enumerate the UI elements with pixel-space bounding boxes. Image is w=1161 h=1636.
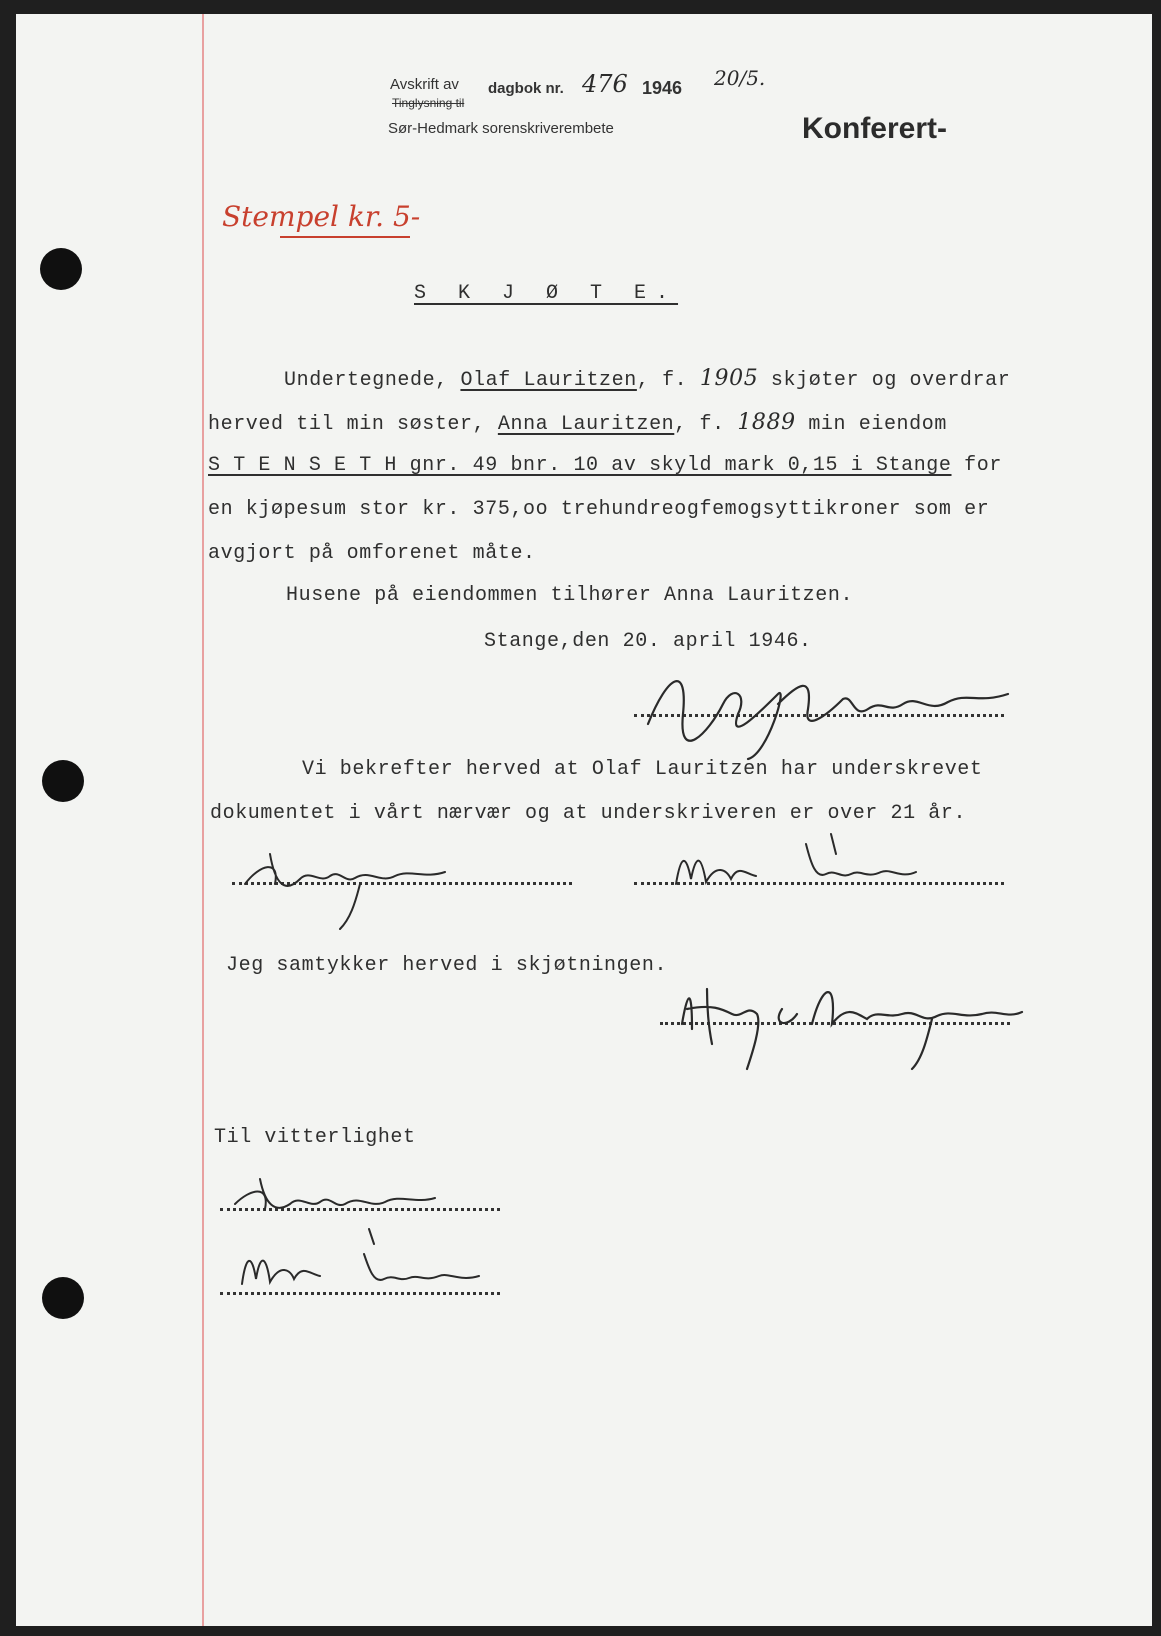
punch-hole-top [40,248,82,290]
houses-statement: Husene på eiendommen tilhører Anna Lauritzen. [286,584,854,607]
punch-hole-bottom [42,1277,84,1319]
punch-hole-middle [42,760,84,802]
document-page [16,14,1152,1626]
buyer-name: Anna Lauritzen [497,413,675,436]
vitterlighet-signature-2 [234,1224,504,1304]
witness-statement-line-1: Vi bekrefter herved at Olaf Lauritzen har underskrevet [302,758,983,781]
stamp-crossed-label: Tinglysning til [392,96,465,110]
witness-statement-line-2: dokumentet i vårt nærvær og at underskriveren er over 21 år. [210,802,967,825]
witness-1-signature [230,834,470,934]
stamp-office-label: Sør-Hedmark sorenskriverembete [388,120,614,137]
paragraph-line-5: avgjort på omforenet måte. [208,542,536,565]
stamp-dagbok-label: dagbok nr. [488,80,564,97]
consent-statement: Jeg samtykker herved i skjøtningen. [226,954,668,977]
property-description: S T E N S E T H gnr. 49 bnr. 10 av skyld mark 0,15 i Stange [208,454,952,477]
margin-line [202,14,204,1626]
paragraph-line-2: herved til min søster, Anna Lauritzen, f. 1889 min eiendom [208,410,947,436]
buyer-birth-year: 1889 [737,410,796,435]
date-note: 20/5. [714,66,766,90]
place-date: Stange,den 20. april 1946. [484,630,812,653]
stamp-avskrift-label: Avskrift av [390,76,459,93]
margin-note-underline [280,236,410,238]
stamp-year: 1946 [642,78,683,98]
dagbok-number: 476 [582,70,628,98]
seller-birth-year: 1905 [699,366,759,391]
seller-name: Olaf Lauritzen [460,369,637,392]
margin-note: Stempel kr. 5- [222,200,421,233]
seller-signature [628,654,1028,764]
til-vitterlighet-label: Til vitterlighet [214,1126,416,1149]
paragraph-line-1: Undertegnede, Olaf Lauritzen, f. 1905 skjøter og overdrar [284,366,1011,392]
document-title: S K J Ø T E. [414,282,679,305]
witness-2-signature [666,824,926,904]
consent-signature [662,964,1032,1074]
paragraph-line-4: en kjøpesum stor kr. 375,oo trehundreogfemogsyttikroner som er [208,498,990,521]
paragraph-line-3: S T E N S E T H gnr. 49 bnr. 10 av skyld mark 0,15 i Stange for [208,454,1002,477]
konferert-stamp: Konferert- [802,112,948,145]
